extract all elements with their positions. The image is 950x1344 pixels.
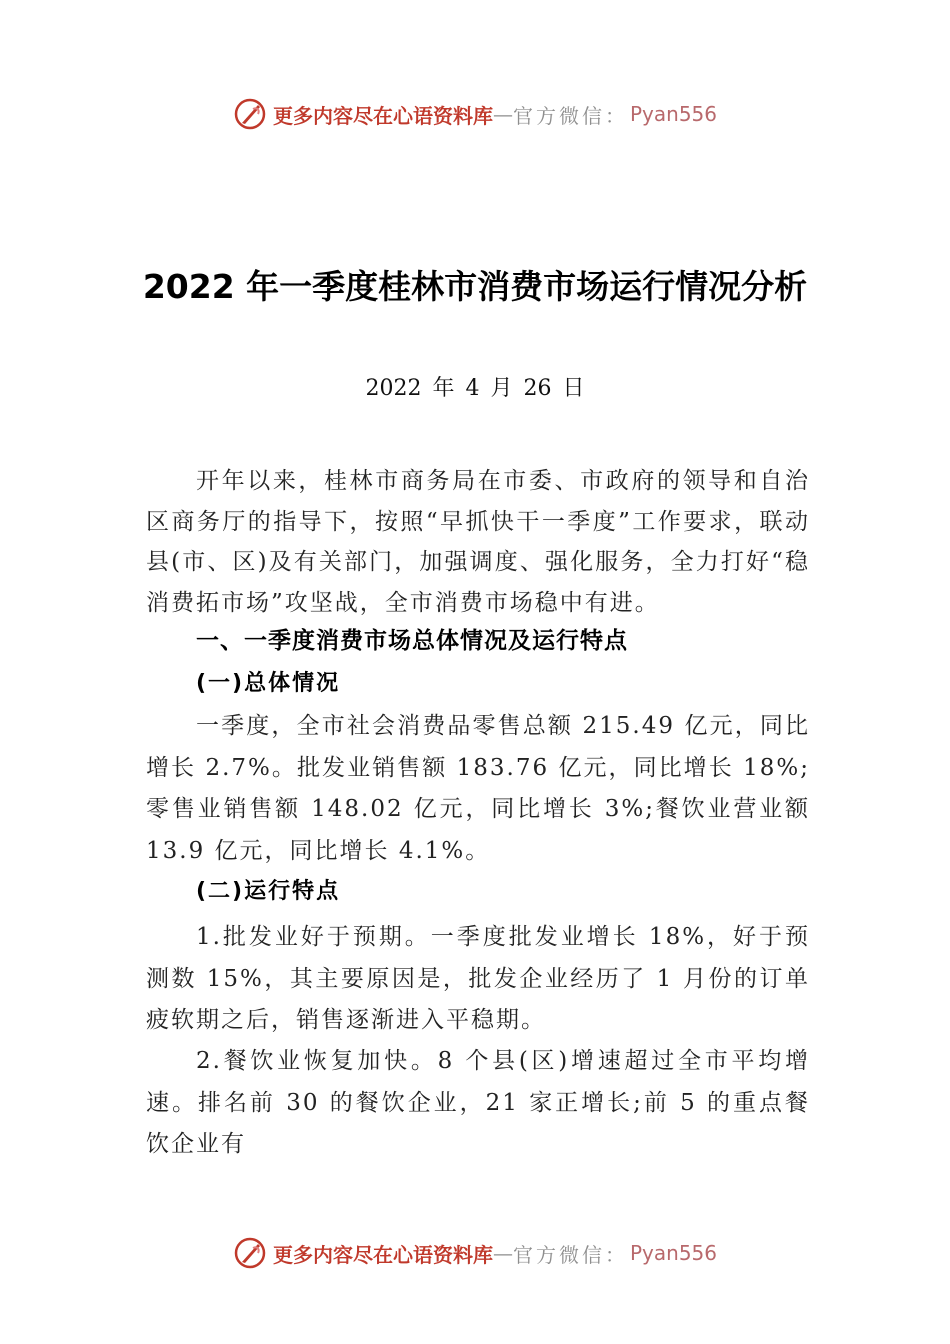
quill-logo-icon (233, 1236, 267, 1270)
subsection-heading-overall: (一)总体情况 (196, 671, 341, 696)
watermark-footer (0, 1233, 950, 1273)
quill-logo-icon (233, 97, 267, 131)
watermark-separator: — (492, 1241, 513, 1265)
feature-item-wholesale: 1.批发业好于预期。一季度批发业增长 18%，好于预测数 15%，其主要原因是，批发企业经历了 1 月份的订单疲软期之后，销售逐渐进入平稳期。 (146, 924, 810, 1033)
watermark-label: 官方微信： (512, 103, 628, 128)
watermark-wechat-id: Pyan556 (629, 102, 717, 126)
watermark-brand: 更多内容尽在心语资料库 (272, 1242, 493, 1267)
watermark-separator: — (492, 102, 513, 126)
document-date: 2022 年 4 月 26 日 (365, 376, 585, 401)
watermark-wechat-id: Pyan556 (629, 1241, 717, 1265)
document-title: 2022 年一季度桂林市消费市场运行情况分析 (142, 267, 808, 306)
section-heading: 一、一季度消费市场总体情况及运行特点 (196, 628, 628, 654)
watermark-label: 官方微信： (512, 1242, 628, 1267)
overall-paragraph: 一季度，全市社会消费品零售总额 215.49 亿元，同比增长 2.7%。批发业销售额 183.76 亿元，同比增长 18%;零售业销售额 148.02 亿元，同比增长 3%;餐饮业营业额 13.9 亿元，同比增长 4.1%。 (146, 713, 810, 864)
feature-item-catering: 2.餐饮业恢复加快。8 个县(区)增速超过全市平均增速。排名前 30 的餐饮企业，21 家正增长;前 5 的重点餐饮企业有 (146, 1048, 810, 1157)
intro-paragraph: 开年以来，桂林市商务局在市委、市政府的领导和自治区商务厅的指导下，按照“早抓快干一季度”工作要求，联动县(市、区)及有关部门，加强调度、强化服务，全力打好“稳消费拓市场”攻坚战，全市消费市场稳中有进。 (146, 468, 810, 616)
watermark-brand: 更多内容尽在心语资料库 (272, 103, 493, 128)
watermark-header (0, 94, 950, 134)
subsection-heading-features: (二)运行特点 (196, 879, 341, 904)
